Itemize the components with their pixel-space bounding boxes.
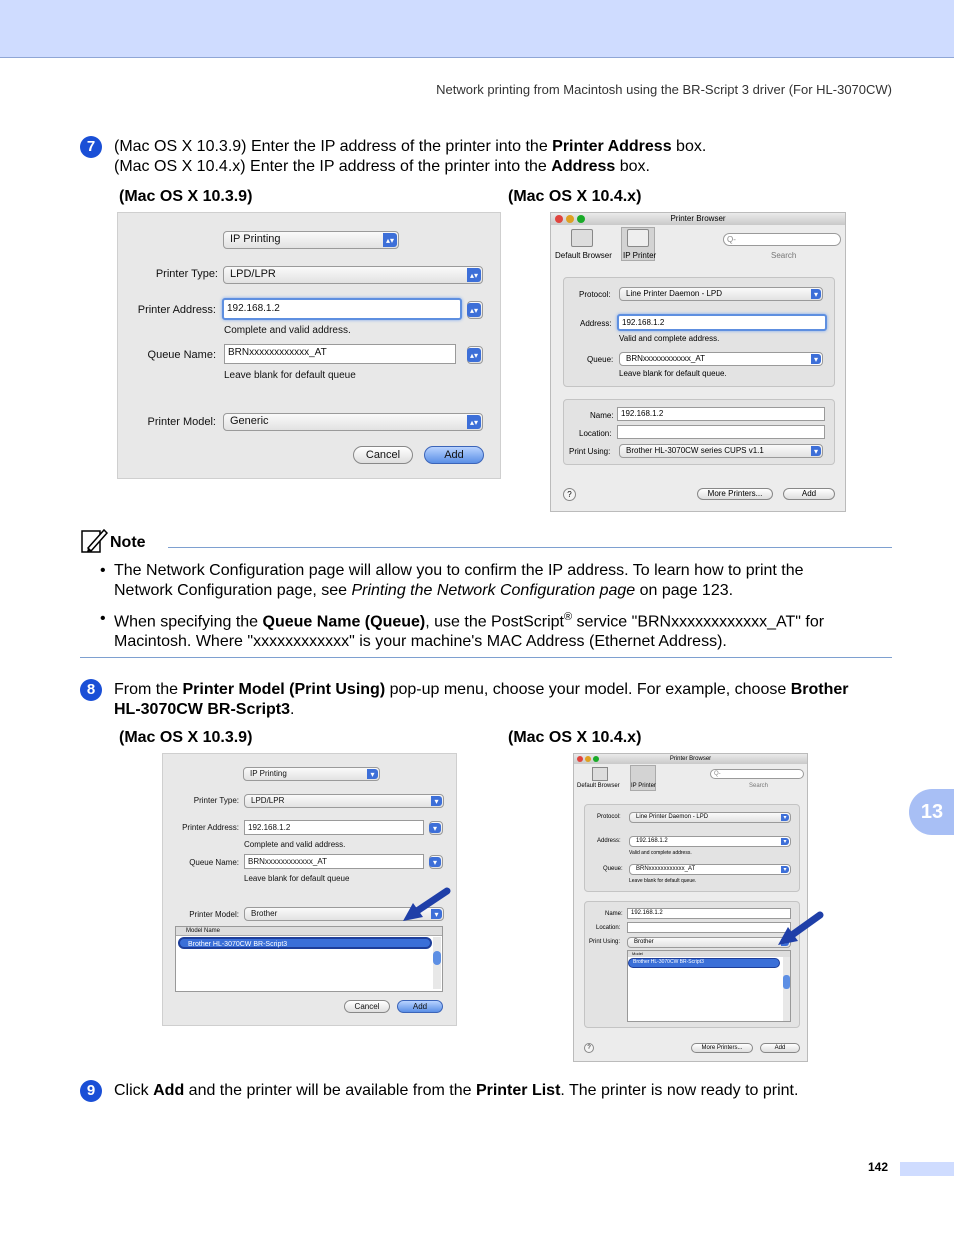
select-value: Brother: [634, 939, 654, 945]
print-using-label: Print Using:: [589, 939, 621, 945]
toolbar-default-browser[interactable]: Default Browser: [577, 783, 620, 789]
step8-pre: From the: [114, 681, 183, 698]
minimize-icon[interactable]: [585, 756, 591, 762]
window-title: Printer Browser: [670, 214, 726, 223]
popup-arrow-icon: ▴▾: [467, 415, 481, 429]
bullet1-pre: Network Configuration page, see: [114, 582, 352, 599]
popup-arrow-icon: ▾: [781, 814, 789, 821]
popup-arrow-icon: ▾: [811, 354, 821, 364]
caption-1039: (Mac OS X 10.3.9): [119, 188, 253, 205]
printer-type-select[interactable]: [244, 794, 444, 808]
select-value: Line Printer Daemon - LPD: [636, 814, 709, 820]
protocol-label: Protocol:: [579, 290, 611, 299]
print-using-select[interactable]: [627, 937, 791, 948]
step7-line2-pre: (Mac OS X 10.4.x) Enter the IP address of the printer into the: [114, 158, 552, 175]
address-hint: Complete and valid address.: [244, 840, 346, 849]
pointer-arrow-icon: [399, 887, 451, 923]
queue-hint: Leave blank for default queue: [244, 874, 350, 883]
more-printers-button[interactable]: More Printers...: [691, 1043, 753, 1053]
add-button[interactable]: Add: [760, 1043, 800, 1053]
window-titlebar: [574, 754, 807, 764]
field-value: BRNxxxxxxxxxxxx_AT: [626, 354, 705, 363]
add-button[interactable]: Add: [783, 488, 835, 500]
note-bullet-marker: •: [100, 562, 106, 579]
page-number: 142: [868, 1160, 889, 1174]
popup-label: IP Printing: [230, 233, 281, 245]
select-value: Generic: [230, 415, 269, 427]
bullet2-mid: , use the PostScript: [425, 613, 564, 631]
dialog-1039-address: [117, 212, 501, 479]
model-list-scrollbar[interactable]: [783, 957, 790, 1021]
more-printers-button[interactable]: More Printers...: [697, 488, 773, 500]
pointer-arrow-icon: [774, 911, 824, 947]
model-list[interactable]: [175, 926, 443, 992]
address-label: Address:: [580, 319, 612, 328]
cancel-button[interactable]: Cancel: [344, 1000, 390, 1013]
step7-line2-bold: Address: [551, 158, 616, 175]
address-field[interactable]: [629, 836, 791, 847]
registered-mark: ®: [563, 611, 573, 623]
caption-104: (Mac OS X 10.4.x): [508, 188, 642, 205]
minimize-icon[interactable]: [566, 215, 574, 223]
popup-arrow-icon: ▴▾: [383, 233, 397, 247]
select-value: Brother: [251, 909, 278, 918]
bullet1-post: on page 123.: [635, 582, 734, 599]
bullet2-pre: When specifying the: [114, 613, 263, 631]
window-title: Printer Browser: [669, 756, 712, 762]
zoom-icon[interactable]: [593, 756, 599, 762]
printer-type-label: Printer Type:: [193, 796, 239, 805]
toolbar-default-browser[interactable]: Default Browser: [555, 251, 612, 260]
popup-arrow-icon: ▾: [431, 909, 442, 919]
queue-history-button[interactable]: [429, 855, 443, 869]
top-band: [0, 0, 954, 58]
search-label: Search: [771, 251, 797, 260]
step8-line2-post: .: [290, 701, 295, 718]
step9-bold2: Printer List: [475, 1082, 561, 1099]
printer-type-select[interactable]: [223, 266, 483, 284]
queue-label: Queue:: [603, 866, 623, 872]
default-browser-icon[interactable]: [571, 229, 593, 247]
printer-type-label: Printer Type:: [155, 268, 218, 280]
protocol-select[interactable]: [629, 812, 791, 823]
protocol-select[interactable]: [619, 287, 823, 301]
printer-type-popup[interactable]: [223, 231, 399, 249]
printer-address-label: Printer Address:: [182, 823, 239, 832]
close-icon[interactable]: [555, 215, 563, 223]
step9-post: . The printer is now ready to print.: [560, 1082, 799, 1099]
queue-name-label: Queue Name:: [147, 349, 216, 361]
popup-arrow-icon: ▾: [781, 866, 789, 873]
queue-label: Queue:: [587, 355, 614, 364]
model-list-item-selected[interactable]: Brother HL-3070CW BR-Script3: [628, 958, 780, 968]
bullet1-italic-link: Printing the Network Configuration page: [351, 582, 636, 599]
printer-browser-window-b: [573, 753, 808, 1062]
bullet2-post: service "BRNxxxxxxxxxxxx_AT" for: [572, 613, 825, 631]
select-value: LPD/LPR: [251, 796, 285, 805]
location-field[interactable]: [627, 922, 791, 933]
help-icon[interactable]: ?: [584, 1043, 594, 1053]
popup-arrow-icon: ▾: [367, 769, 378, 779]
note-bottom-rule: [80, 657, 892, 658]
print-using-select[interactable]: [619, 444, 823, 458]
model-list-scrollbar[interactable]: [433, 937, 441, 989]
close-icon[interactable]: [577, 756, 583, 762]
step8-text: [114, 680, 894, 720]
add-button[interactable]: Add: [424, 446, 484, 464]
model-list-header[interactable]: Model: [628, 951, 790, 957]
printer-model-select[interactable]: [223, 413, 483, 431]
popup-arrow-icon: ▴▾: [467, 268, 481, 282]
step7-line2-post: box.: [615, 158, 650, 175]
scrollbar-thumb[interactable]: [783, 975, 790, 989]
field-value: BRNxxxxxxxxxxxx_AT: [636, 866, 696, 872]
queue-name-field[interactable]: BRNxxxxxxxxxxxx_AT: [224, 344, 456, 364]
window-titlebar: [551, 213, 845, 225]
queue-hint: Leave blank for default queue: [224, 370, 356, 381]
printer-model-label: Printer Model:: [189, 910, 239, 919]
step8-bold1: Printer Model (Print Using): [182, 681, 386, 698]
toolbar-ip-printer[interactable]: IP Printer: [623, 251, 657, 260]
popup-label: IP Printing: [250, 769, 287, 778]
help-icon[interactable]: ?: [563, 488, 576, 501]
popup-arrow-icon: ▾: [781, 838, 789, 845]
scrollbar-thumb[interactable]: [433, 951, 441, 965]
address-hint: Valid and complete address.: [619, 334, 720, 343]
printer-browser-window: [550, 212, 846, 512]
search-field[interactable]: Q-: [723, 233, 841, 246]
popup-arrow-icon: ▴▾: [467, 348, 481, 362]
note-bullet-1: [114, 561, 884, 601]
popup-arrow-icon: ▾: [811, 289, 821, 299]
printer-address-field[interactable]: 192.168.1.2: [222, 298, 462, 320]
cancel-button[interactable]: Cancel: [353, 446, 413, 464]
select-value: Line Printer Daemon - LPD: [626, 289, 723, 298]
location-field[interactable]: [617, 425, 825, 439]
step-number-9: 9: [80, 1080, 102, 1102]
ip-printer-icon: [627, 229, 649, 247]
zoom-icon[interactable]: [577, 215, 585, 223]
bullet1-line1: The Network Configuration page will allow you to confirm the IP address. To learn how to print the: [114, 562, 804, 579]
queue-hint: Leave blank for default queue.: [629, 878, 697, 884]
popup-arrow-icon: ▾: [431, 796, 442, 806]
popup-arrow-icon: ▾: [429, 823, 441, 833]
search-label: Search: [749, 783, 769, 789]
step9-text: [114, 1081, 798, 1101]
address-hint: Valid and complete address.: [629, 850, 692, 856]
step-number-7: 7: [80, 136, 102, 158]
page-number-bar: [900, 1162, 954, 1176]
step7-line1-post: box.: [671, 138, 707, 155]
model-list-item-selected[interactable]: Brother HL-3070CW BR-Script3: [178, 937, 432, 949]
name-label: Name:: [590, 411, 614, 420]
queue-field[interactable]: [619, 352, 823, 366]
caption-104-b: (Mac OS X 10.4.x): [508, 729, 642, 746]
step7-line1-pre: (Mac OS X 10.3.9) Enter the IP address of the printer into the: [114, 138, 553, 155]
dialog-1039-model: [162, 753, 457, 1026]
printer-model-label: Printer Model:: [147, 416, 216, 428]
note-top-rule: [168, 547, 892, 548]
name-field[interactable]: 192.168.1.2: [627, 908, 791, 919]
bullet2-line2: Macintosh. Where "xxxxxxxxxxxx" is your machine's MAC Address (Ethernet Address).: [114, 633, 727, 651]
name-field[interactable]: 192.168.1.2: [617, 407, 825, 421]
name-label: Name:: [605, 911, 623, 917]
step9-pre: Click: [114, 1082, 154, 1099]
step-number-8: 8: [80, 679, 102, 701]
note-bullet-marker: •: [100, 610, 106, 627]
step8-bold2: Brother: [790, 681, 849, 698]
protocol-label: Protocol:: [597, 814, 621, 820]
note-bullet-2: [114, 607, 894, 652]
queue-name-field[interactable]: BRNxxxxxxxxxxxx_AT: [244, 854, 424, 869]
model-list-header[interactable]: Model Name: [176, 927, 442, 936]
select-value: Brother HL-3070CW series CUPS v1.1: [626, 446, 764, 455]
step7-text: [114, 137, 706, 177]
queue-field[interactable]: [629, 864, 791, 875]
queue-history-button[interactable]: [467, 346, 483, 364]
printer-type-popup[interactable]: [243, 767, 380, 781]
note-pencil-icon: [80, 528, 108, 554]
address-history-button[interactable]: [429, 821, 443, 835]
popup-arrow-icon: ▴▾: [467, 303, 481, 317]
running-header: Network printing from Macintosh using the BR-Script 3 driver (For HL-3070CW): [436, 82, 892, 97]
model-list[interactable]: [627, 950, 791, 1022]
caption-1039-b: (Mac OS X 10.3.9): [119, 729, 253, 746]
select-value: LPD/LPR: [230, 268, 276, 280]
add-button[interactable]: Add: [397, 1000, 443, 1013]
search-field[interactable]: Q-: [710, 769, 804, 779]
toolbar-ip-printer[interactable]: IP Printer: [631, 783, 656, 789]
printer-address-field[interactable]: 192.168.1.2: [244, 820, 424, 835]
step7-line1-bold: Printer Address: [552, 138, 672, 155]
address-hint: Complete and valid address.: [224, 325, 351, 336]
location-label: Location:: [596, 925, 621, 931]
default-browser-icon[interactable]: [592, 767, 608, 781]
printer-address-label: Printer Address:: [137, 304, 216, 316]
address-history-button[interactable]: [467, 301, 483, 319]
chapter-tab[interactable]: 13: [909, 789, 954, 835]
popup-arrow-icon: ▾: [429, 857, 441, 867]
popup-arrow-icon: ▾: [811, 446, 821, 456]
field-value: 192.168.1.2: [636, 838, 668, 844]
step9-mid: and the printer will be available from the: [184, 1082, 476, 1099]
print-using-label: Print Using:: [569, 447, 611, 456]
queue-hint: Leave blank for default queue.: [619, 369, 727, 378]
bullet2-bold: Queue Name (Queue): [262, 613, 426, 631]
step8-line2-bold: HL-3070CW BR-Script3: [114, 701, 291, 718]
location-label: Location:: [579, 429, 612, 438]
address-label: Address:: [597, 838, 621, 844]
note-label: Note: [110, 534, 146, 551]
step9-bold1: Add: [153, 1082, 185, 1099]
queue-name-label: Queue Name:: [189, 858, 239, 867]
step8-mid: pop-up menu, choose your model. For example, choose: [385, 681, 791, 698]
address-field[interactable]: 192.168.1.2: [617, 314, 827, 331]
